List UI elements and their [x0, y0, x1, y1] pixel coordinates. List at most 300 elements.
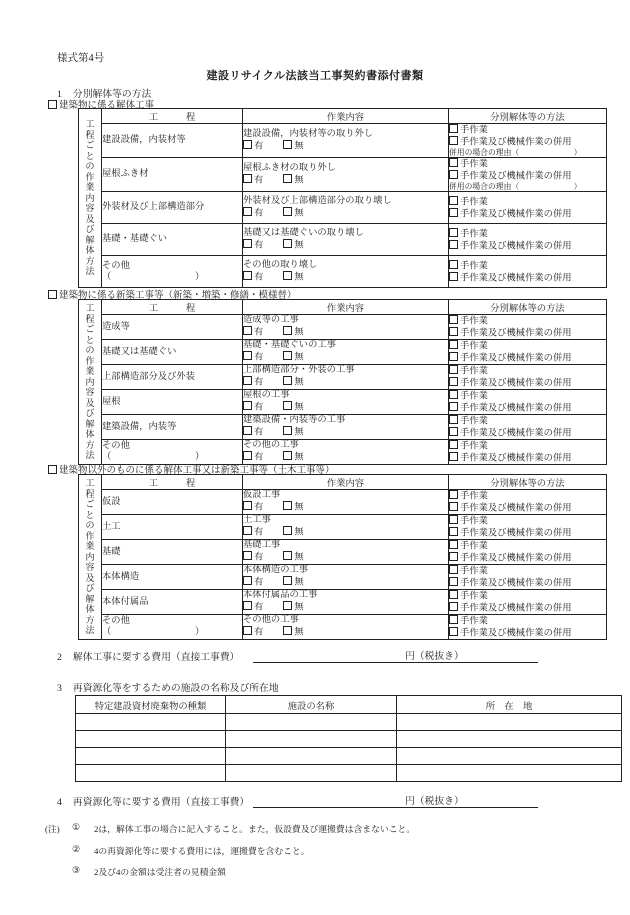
none-label: 無 — [294, 272, 304, 283]
manual-option: 手作業 — [449, 365, 606, 377]
side-label-cell — [79, 109, 102, 288]
yes-no-row — [243, 501, 448, 514]
yes-no-row — [243, 174, 448, 187]
note-item — [45, 844, 415, 857]
combined-option: 手作業及び機械作業の併用 — [449, 402, 606, 414]
manual-option: 手作業 — [449, 124, 606, 136]
method-cell — [449, 365, 607, 390]
reason-line: 併用の場合の理由（ ） — [449, 148, 582, 157]
none-label: 無 — [294, 552, 304, 563]
process-cell: 外装材及び上部構造部分 — [102, 192, 243, 224]
checkbox-icon[interactable] — [243, 376, 252, 385]
combined-option: 手作業及び機械作業の併用 — [449, 427, 606, 439]
side-label: 工 程 ご と の 作 業 内 容 及 び 解 体 方 法 — [85, 478, 95, 636]
fee2-unit: 円（税抜き） — [405, 648, 538, 663]
work-cell — [243, 390, 449, 415]
checkbox-icon[interactable] — [449, 627, 458, 636]
combined-option: 手作業及び機械作業の併用 — [449, 136, 606, 148]
work-label: 造成等の工事 — [243, 315, 299, 326]
checkbox-icon[interactable] — [449, 515, 458, 524]
combined-option: 手作業及び機械作業の併用 — [449, 208, 606, 220]
table-row — [79, 158, 607, 192]
note-text: 4の再資源化等に要する費用には，運搬費を含むこと。 — [94, 845, 310, 856]
have-label: 有 — [254, 627, 264, 638]
section3-heading: 3 再資源化等をするための施設の名称及び所在地 — [57, 683, 279, 694]
facility-header-row — [76, 696, 622, 714]
checkbox-icon[interactable] — [449, 577, 458, 586]
checkbox-icon[interactable] — [283, 526, 292, 535]
manual-option: 手作業 — [449, 440, 606, 452]
method-cell — [449, 158, 607, 192]
process-table — [78, 108, 607, 288]
combined-option: 手作業及び機械作業の併用 — [449, 170, 606, 182]
checkbox-icon[interactable] — [449, 377, 458, 386]
work-label: 仮設工事 — [243, 490, 281, 501]
checkbox-icon[interactable] — [449, 602, 458, 611]
manual-option: 手作業 — [449, 515, 606, 527]
table-row — [79, 490, 607, 515]
checkbox-icon[interactable] — [243, 174, 252, 183]
waste-type-cell[interactable] — [76, 748, 226, 765]
method-cell — [449, 224, 607, 256]
have-label: 有 — [254, 377, 264, 388]
none-label: 無 — [294, 327, 304, 338]
combined-option: 手作業及び機械作業の併用 — [449, 377, 606, 389]
checkbox-icon[interactable] — [449, 502, 458, 511]
yes-no-row — [243, 576, 448, 589]
have-label: 有 — [254, 240, 264, 251]
work-label: その他の工事 — [243, 615, 299, 626]
table-header-row — [79, 109, 607, 124]
checkbox-icon[interactable] — [243, 601, 252, 610]
have-label: 有 — [254, 352, 264, 363]
checkbox-icon[interactable] — [243, 501, 252, 510]
checkbox-icon[interactable] — [243, 271, 252, 280]
table-row — [79, 565, 607, 590]
work-cell — [243, 256, 449, 288]
checkbox-icon[interactable] — [449, 240, 458, 249]
note-prefix — [45, 844, 72, 857]
facility-row — [76, 748, 622, 765]
checkbox-icon[interactable] — [243, 239, 252, 248]
checkbox-icon[interactable] — [283, 576, 292, 585]
method-cell — [449, 256, 607, 288]
checkbox-icon[interactable] — [449, 565, 458, 574]
checkbox-icon[interactable] — [283, 351, 292, 360]
process-cell: 造成等 — [102, 315, 243, 340]
work-cell — [243, 315, 449, 340]
checkbox-icon[interactable] — [449, 124, 458, 133]
combined-option: 手作業及び機械作業の併用 — [449, 577, 606, 589]
waste-type-cell[interactable] — [76, 714, 226, 731]
none-label: 無 — [294, 352, 304, 363]
yes-no-row — [243, 351, 448, 364]
process-table — [78, 474, 607, 640]
have-label: 有 — [254, 527, 264, 538]
side-label: 工 程 ご と の 作 業 内 容 及 び 解 体 方 法 — [85, 119, 95, 277]
method-cell — [449, 540, 607, 565]
process-cell: 本体構造 — [102, 565, 243, 590]
checkbox-icon[interactable] — [283, 451, 292, 460]
checkbox-icon[interactable] — [283, 501, 292, 510]
col-header-method: 分別解体等の方法 — [449, 475, 607, 490]
work-cell — [243, 615, 449, 640]
note-text: 2は，解体工事の場合に記入すること。また，仮設費及び運搬費は含まないこと。 — [94, 824, 416, 834]
have-label: 有 — [254, 502, 264, 513]
col-header-process: 工 程 — [102, 109, 243, 124]
combined-option: 手作業及び機械作業の併用 — [449, 352, 606, 364]
table-row — [79, 390, 607, 415]
method-cell — [449, 515, 607, 540]
have-label: 有 — [254, 452, 264, 463]
work-cell — [243, 340, 449, 365]
checkbox-icon[interactable] — [243, 207, 252, 216]
civil-engineering-table — [78, 474, 607, 640]
work-cell — [243, 224, 449, 256]
form-number: 様式第4号 — [57, 53, 105, 64]
work-cell — [243, 590, 449, 615]
demolition-works-table — [78, 108, 607, 288]
recycling-cost-input[interactable] — [253, 793, 405, 808]
none-label: 無 — [294, 141, 304, 152]
subtable2-label: 建築物に係る新築工事等（新築・増築・修繕・模様替） — [48, 287, 297, 301]
checkbox-icon[interactable] — [283, 401, 292, 410]
process-table — [78, 299, 607, 465]
checkbox-icon[interactable] — [449, 390, 458, 399]
checkbox-icon[interactable] — [283, 174, 292, 183]
checkbox-icon[interactable] — [449, 552, 458, 561]
checkbox-icon[interactable] — [449, 340, 458, 349]
checkbox-icon[interactable] — [449, 260, 458, 269]
location-cell[interactable] — [397, 765, 622, 782]
col-header-method: 分別解体等の方法 — [449, 109, 607, 124]
table-row — [79, 365, 607, 390]
note-prefix — [45, 865, 72, 878]
none-label: 無 — [294, 577, 304, 588]
method-cell — [449, 615, 607, 640]
process-cell: 屋根 — [102, 390, 243, 415]
process-cell: その他 （ ） — [102, 440, 243, 465]
work-cell — [243, 192, 449, 224]
have-label: 有 — [254, 327, 264, 338]
note-marker: ② — [72, 843, 80, 854]
table-row — [79, 315, 607, 340]
method-cell — [449, 192, 607, 224]
checkbox-icon[interactable] — [283, 140, 292, 149]
checkbox-icon[interactable] — [449, 440, 458, 449]
table-row — [79, 192, 607, 224]
process-cell: 屋根ふき材 — [102, 158, 243, 192]
checkbox-icon[interactable] — [449, 402, 458, 411]
yes-no-row — [243, 140, 448, 153]
checkbox-icon[interactable] — [449, 590, 458, 599]
manual-option: 手作業 — [449, 196, 606, 208]
process-cell: 本体付属品 — [102, 590, 243, 615]
side-label-cell — [79, 475, 102, 640]
none-label: 無 — [294, 627, 304, 638]
combined-option: 手作業及び機械作業の併用 — [449, 452, 606, 464]
work-label: 本体付属品の工事 — [243, 590, 318, 601]
combined-option: 手作業及び機械作業の併用 — [449, 272, 606, 284]
process-cell: 土工 — [102, 515, 243, 540]
process-cell: 上部構造部分及び外装 — [102, 365, 243, 390]
manual-option: 手作業 — [449, 390, 606, 402]
checkbox-icon[interactable] — [283, 207, 292, 216]
have-label: 有 — [254, 272, 264, 283]
checkbox-icon[interactable] — [283, 376, 292, 385]
subtable3-label: 建築物以外のものに係る解体工事又は新築工事等（土木工事等） — [48, 462, 335, 476]
manual-option: 手作業 — [449, 315, 606, 327]
checkbox-icon[interactable] — [283, 626, 292, 635]
work-label: 基礎工事 — [243, 540, 281, 551]
side-label: 工 程 ご と の 作 業 内 容 及 び 解 体 方 法 — [85, 303, 95, 461]
work-label: 本体構造の工事 — [243, 565, 309, 576]
work-label: 建設設備，内装材等の取り外し — [243, 128, 374, 139]
facility-row — [76, 731, 622, 748]
yes-no-row — [243, 271, 448, 284]
checkbox-icon[interactable] — [283, 271, 292, 280]
checkbox-icon[interactable] — [283, 601, 292, 610]
checkbox-icon[interactable] — [449, 158, 458, 167]
work-label: 屋根ふき材の取り外し — [243, 162, 336, 173]
facility-name-cell[interactable] — [226, 748, 397, 765]
table-row — [79, 124, 607, 158]
note-prefix: (注) — [45, 824, 60, 834]
yes-no-row — [243, 207, 448, 220]
work-label: 屋根の工事 — [243, 390, 290, 401]
fee4-unit: 円（税抜き） — [405, 793, 538, 808]
table-row — [79, 224, 607, 256]
yes-no-row — [243, 551, 448, 564]
note-item — [45, 822, 415, 835]
table-row — [79, 256, 607, 288]
fee-line-demolition — [0, 649, 630, 665]
none-label: 無 — [294, 377, 304, 388]
checkbox-icon[interactable] — [48, 290, 57, 299]
col-header-waste-type: 特定建設資材廃棄物の種類 — [76, 696, 226, 714]
table-row — [79, 440, 607, 465]
work-label: その他の取り壊し — [243, 259, 318, 270]
have-label: 有 — [254, 552, 264, 563]
checkbox-icon[interactable] — [243, 626, 252, 635]
checkbox-icon[interactable] — [449, 490, 458, 499]
checkbox-icon[interactable] — [283, 326, 292, 335]
table-row — [79, 615, 607, 640]
table-header-row — [79, 300, 607, 315]
have-label: 有 — [254, 208, 264, 219]
work-label: 建築設備・内装等の工事 — [243, 415, 346, 426]
location-cell[interactable] — [397, 731, 622, 748]
have-label: 有 — [254, 141, 264, 152]
yes-no-row — [243, 401, 448, 414]
method-cell — [449, 340, 607, 365]
facility-row — [76, 714, 622, 731]
checkbox-icon[interactable] — [449, 228, 458, 237]
checkbox-icon[interactable] — [243, 351, 252, 360]
yes-no-row — [243, 426, 448, 439]
col-header-work: 作業内容 — [243, 109, 449, 124]
facility-table-grid — [75, 695, 622, 782]
checkbox-icon[interactable] — [449, 452, 458, 461]
work-cell — [243, 540, 449, 565]
method-cell — [449, 390, 607, 415]
checkbox-icon[interactable] — [283, 239, 292, 248]
facility-name-cell[interactable] — [226, 731, 397, 748]
col-header-work: 作業内容 — [243, 475, 449, 490]
none-label: 無 — [294, 452, 304, 463]
method-cell — [449, 565, 607, 590]
combined-option: 手作業及び機械作業の併用 — [449, 527, 606, 539]
none-label: 無 — [294, 208, 304, 219]
combined-option: 手作業及び機械作業の併用 — [449, 602, 606, 614]
manual-option: 手作業 — [449, 490, 606, 502]
process-cell: 建築設備，内装等 — [102, 415, 243, 440]
checkbox-icon[interactable] — [449, 365, 458, 374]
checkbox-icon[interactable] — [243, 326, 252, 335]
checkbox-icon[interactable] — [449, 327, 458, 336]
waste-type-cell[interactable] — [76, 765, 226, 782]
checkbox-icon[interactable] — [449, 272, 458, 281]
checkbox-icon[interactable] — [283, 426, 292, 435]
checkbox-icon[interactable] — [449, 170, 458, 179]
method-cell — [449, 415, 607, 440]
method-cell — [449, 315, 607, 340]
checkbox-icon[interactable] — [449, 527, 458, 536]
work-cell — [243, 124, 449, 158]
manual-option: 手作業 — [449, 590, 606, 602]
work-cell — [243, 365, 449, 390]
checkbox-icon[interactable] — [449, 208, 458, 217]
combined-option: 手作業及び機械作業の併用 — [449, 327, 606, 339]
note-text: 2及び4の金額は受注者の見積金額 — [94, 867, 226, 877]
fee4-label: 4 再資源化等に要する費用（直接工事費） — [57, 797, 250, 808]
yes-no-row — [243, 376, 448, 389]
have-label: 有 — [254, 402, 264, 413]
checkbox-icon[interactable] — [243, 526, 252, 535]
none-label: 無 — [294, 502, 304, 513]
manual-option: 手作業 — [449, 565, 606, 577]
notes-block — [45, 822, 415, 887]
col-header-process: 工 程 — [102, 300, 243, 315]
checkbox-icon[interactable] — [283, 551, 292, 560]
facility-name-cell[interactable] — [226, 765, 397, 782]
process-cell: 建設設備，内装材等 — [102, 124, 243, 158]
facility-table — [75, 695, 622, 782]
checkbox-icon[interactable] — [449, 315, 458, 324]
location-cell[interactable] — [397, 714, 622, 731]
combined-option: 手作業及び機械作業の併用 — [449, 502, 606, 514]
manual-option: 手作業 — [449, 415, 606, 427]
method-cell — [449, 590, 607, 615]
table-row — [79, 515, 607, 540]
checkbox-icon[interactable] — [243, 140, 252, 149]
document-title: 建設リサイクル法該当工事契約書添付書類 — [206, 70, 424, 82]
table-header-row — [79, 475, 607, 490]
section3-number: 3 — [57, 683, 62, 694]
method-cell — [449, 440, 607, 465]
checkbox-icon[interactable] — [449, 136, 458, 145]
method-cell — [449, 490, 607, 515]
checkbox-icon[interactable] — [449, 196, 458, 205]
process-cell: 仮設 — [102, 490, 243, 515]
process-cell: 基礎 — [102, 540, 243, 565]
table-row — [79, 340, 607, 365]
col-header-location: 所 在 地 — [397, 696, 622, 714]
have-label: 有 — [254, 175, 264, 186]
demolition-cost-input[interactable] — [253, 648, 405, 663]
work-cell — [243, 565, 449, 590]
work-cell — [243, 515, 449, 540]
none-label: 無 — [294, 240, 304, 251]
none-label: 無 — [294, 402, 304, 413]
yes-no-row — [243, 326, 448, 339]
note-item — [45, 865, 415, 878]
manual-option: 手作業 — [449, 540, 606, 552]
none-label: 無 — [294, 602, 304, 613]
location-cell[interactable] — [397, 748, 622, 765]
table-row — [79, 415, 607, 440]
work-cell — [243, 158, 449, 192]
combined-option: 手作業及び機械作業の併用 — [449, 240, 606, 252]
work-cell — [243, 415, 449, 440]
have-label: 有 — [254, 602, 264, 613]
work-cell — [243, 440, 449, 465]
col-header-process: 工 程 — [102, 475, 243, 490]
yes-no-row — [243, 526, 448, 539]
process-cell: 基礎・基礎ぐい — [102, 224, 243, 256]
work-cell — [243, 490, 449, 515]
checkbox-icon[interactable] — [449, 615, 458, 624]
have-label: 有 — [254, 577, 264, 588]
facility-row — [76, 765, 622, 782]
have-label: 有 — [254, 427, 264, 438]
yes-no-row — [243, 239, 448, 252]
work-label: 基礎又は基礎ぐいの取り壊し — [243, 227, 364, 238]
combined-option: 手作業及び機械作業の併用 — [449, 552, 606, 564]
work-label: 上部構造部分・外装の工事 — [243, 365, 355, 376]
checkbox-icon[interactable] — [243, 451, 252, 460]
table-row — [79, 590, 607, 615]
manual-option: 手作業 — [449, 340, 606, 352]
manual-option: 手作業 — [449, 260, 606, 272]
checkbox-icon[interactable] — [243, 401, 252, 410]
side-label-cell — [79, 300, 102, 465]
checkbox-icon[interactable] — [243, 426, 252, 435]
facility-name-cell[interactable] — [226, 714, 397, 731]
checkbox-icon[interactable] — [449, 540, 458, 549]
work-label: 外装材及び上部構造部分の取り壊し — [243, 195, 392, 206]
manual-option: 手作業 — [449, 228, 606, 240]
waste-type-cell[interactable] — [76, 731, 226, 748]
checkbox-icon[interactable] — [449, 427, 458, 436]
section1-heading: 1 分別解体等の方法 — [57, 89, 152, 100]
manual-option: 手作業 — [449, 158, 606, 170]
checkbox-icon[interactable] — [243, 576, 252, 585]
fee-line-recycling — [0, 794, 630, 810]
none-label: 無 — [294, 175, 304, 186]
col-header-work: 作業内容 — [243, 300, 449, 315]
checkbox-icon[interactable] — [449, 352, 458, 361]
checkbox-icon[interactable] — [449, 415, 458, 424]
col-header-facility-name: 施設の名称 — [226, 696, 397, 714]
checkbox-icon[interactable] — [243, 551, 252, 560]
section1-number: 1 — [57, 89, 62, 100]
checkbox-icon[interactable] — [48, 465, 57, 474]
checkbox-icon[interactable] — [48, 100, 57, 109]
combined-option: 手作業及び機械作業の併用 — [449, 627, 606, 639]
process-cell: その他 （ ） — [102, 256, 243, 288]
col-header-method: 分別解体等の方法 — [449, 300, 607, 315]
